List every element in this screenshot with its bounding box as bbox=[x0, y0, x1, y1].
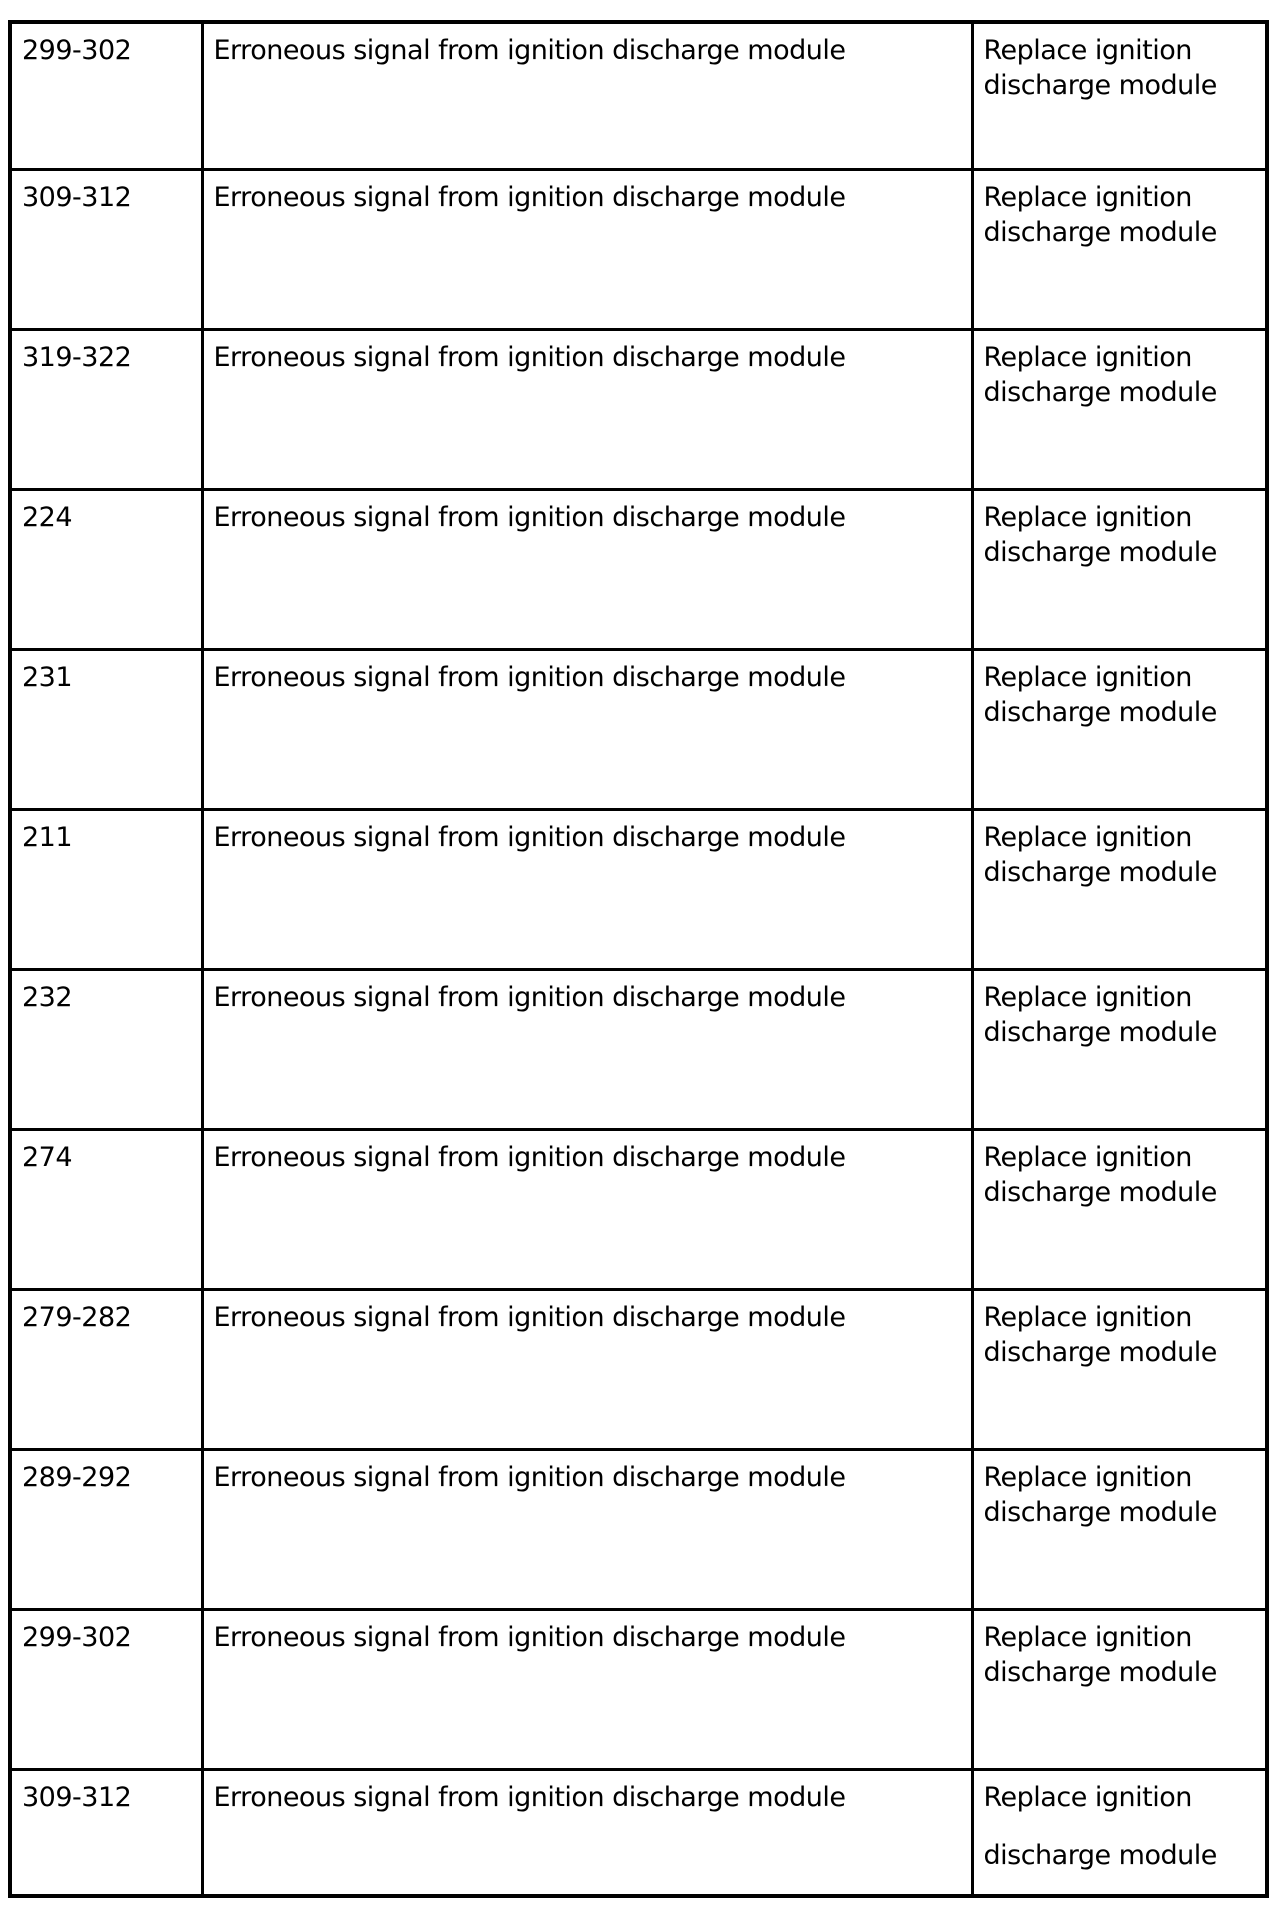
action-cell bbox=[972, 329, 1267, 489]
description-cell bbox=[202, 1449, 972, 1609]
description-cell bbox=[202, 169, 972, 329]
description-cell bbox=[202, 489, 972, 649]
table-row bbox=[10, 169, 1267, 329]
fault-code-table bbox=[8, 20, 1269, 1898]
action-cell bbox=[972, 1289, 1267, 1449]
table-row bbox=[10, 22, 1267, 169]
code-cell bbox=[10, 329, 202, 489]
description-cell bbox=[202, 969, 972, 1129]
corrective-action-line1: Replace ignition bbox=[983, 35, 1192, 66]
table-body bbox=[10, 22, 1267, 1896]
fault-code: 279-282 bbox=[22, 1301, 132, 1333]
action-cell bbox=[972, 1769, 1267, 1896]
fault-description: Erroneous signal from ignition discharge module bbox=[213, 35, 846, 66]
corrective-action-line1: Replace ignition bbox=[983, 661, 1192, 693]
code-cell bbox=[10, 169, 202, 329]
table-row bbox=[10, 1609, 1267, 1769]
corrective-action-line1: Replace ignition bbox=[983, 1301, 1192, 1333]
fault-description: Erroneous signal from ignition discharge module bbox=[213, 1621, 846, 1653]
action-cell bbox=[972, 1609, 1267, 1769]
code-cell bbox=[10, 649, 202, 809]
corrective-action-line2: discharge module bbox=[983, 376, 1217, 408]
fault-code: 289-292 bbox=[22, 1461, 132, 1493]
fault-code: 231 bbox=[22, 661, 73, 693]
fault-description: Erroneous signal from ignition discharge module bbox=[213, 821, 846, 853]
corrective-action-line2: discharge module bbox=[983, 536, 1217, 568]
code-cell bbox=[10, 1289, 202, 1449]
action-cell bbox=[972, 969, 1267, 1129]
table-row bbox=[10, 809, 1267, 969]
table-row bbox=[10, 969, 1267, 1129]
fault-code: 309-312 bbox=[22, 1781, 132, 1813]
fault-description: Erroneous signal from ignition discharge module bbox=[213, 1781, 846, 1813]
corrective-action-line2: discharge module bbox=[983, 1656, 1217, 1688]
corrective-action-line2: discharge module bbox=[983, 1016, 1217, 1048]
fault-code: 319-322 bbox=[22, 341, 132, 373]
corrective-action-line2: discharge module bbox=[983, 1336, 1217, 1368]
code-cell bbox=[10, 969, 202, 1129]
description-cell bbox=[202, 22, 972, 169]
corrective-action-line1: Replace ignition bbox=[983, 181, 1192, 213]
action-cell bbox=[972, 169, 1267, 329]
fault-code: 309-312 bbox=[22, 181, 132, 213]
fault-code: 211 bbox=[22, 821, 73, 853]
code-cell bbox=[10, 1609, 202, 1769]
table-row bbox=[10, 329, 1267, 489]
description-cell bbox=[202, 649, 972, 809]
fault-code: 299-302 bbox=[22, 35, 132, 66]
table-row bbox=[10, 1769, 1267, 1896]
table-row bbox=[10, 1449, 1267, 1609]
corrective-action-line2: discharge module bbox=[983, 1839, 1217, 1871]
corrective-action-line2: discharge module bbox=[983, 216, 1217, 248]
fault-description: Erroneous signal from ignition discharge module bbox=[213, 1461, 846, 1493]
description-cell bbox=[202, 1769, 972, 1896]
fault-description: Erroneous signal from ignition discharge module bbox=[213, 1301, 846, 1333]
fault-code: 224 bbox=[22, 501, 73, 533]
fault-description: Erroneous signal from ignition discharge module bbox=[213, 181, 846, 213]
corrective-action-line2: discharge module bbox=[983, 1176, 1217, 1208]
action-cell bbox=[972, 489, 1267, 649]
fault-code: 232 bbox=[22, 981, 73, 1013]
corrective-action-line1: Replace ignition bbox=[983, 501, 1192, 533]
code-cell bbox=[10, 809, 202, 969]
corrective-action-line1: Replace ignition bbox=[983, 1141, 1192, 1173]
description-cell bbox=[202, 1129, 972, 1289]
table-row bbox=[10, 649, 1267, 809]
description-cell bbox=[202, 329, 972, 489]
code-cell bbox=[10, 1769, 202, 1896]
fault-code: 274 bbox=[22, 1141, 73, 1173]
corrective-action-line2: discharge module bbox=[983, 696, 1217, 728]
code-cell bbox=[10, 489, 202, 649]
corrective-action-line2: discharge module bbox=[983, 1496, 1217, 1528]
code-cell bbox=[10, 1129, 202, 1289]
corrective-action-line2: discharge module bbox=[983, 856, 1217, 888]
fault-description: Erroneous signal from ignition discharge module bbox=[213, 661, 846, 693]
table-row bbox=[10, 1129, 1267, 1289]
corrective-action-line1: Replace ignition bbox=[983, 981, 1192, 1013]
fault-description: Erroneous signal from ignition discharge module bbox=[213, 1141, 846, 1173]
action-cell bbox=[972, 1449, 1267, 1609]
code-cell bbox=[10, 1449, 202, 1609]
description-cell bbox=[202, 1609, 972, 1769]
code-cell bbox=[10, 22, 202, 169]
action-cell bbox=[972, 649, 1267, 809]
corrective-action-line1: Replace ignition bbox=[983, 1621, 1192, 1653]
action-cell bbox=[972, 809, 1267, 969]
table-row bbox=[10, 489, 1267, 649]
corrective-action-line1: Replace ignition bbox=[983, 1781, 1192, 1813]
description-cell bbox=[202, 809, 972, 969]
table-row bbox=[10, 1289, 1267, 1449]
fault-description: Erroneous signal from ignition discharge module bbox=[213, 981, 846, 1013]
fault-description: Erroneous signal from ignition discharge module bbox=[213, 341, 846, 373]
corrective-action-line1: Replace ignition bbox=[983, 1461, 1192, 1493]
description-cell bbox=[202, 1289, 972, 1449]
corrective-action-line2: discharge module bbox=[983, 70, 1217, 101]
corrective-action-line1: Replace ignition bbox=[983, 821, 1192, 853]
fault-code: 299-302 bbox=[22, 1621, 132, 1653]
corrective-action-line1: Replace ignition bbox=[983, 341, 1192, 373]
action-cell bbox=[972, 22, 1267, 169]
action-cell bbox=[972, 1129, 1267, 1289]
fault-description: Erroneous signal from ignition discharge module bbox=[213, 501, 846, 533]
